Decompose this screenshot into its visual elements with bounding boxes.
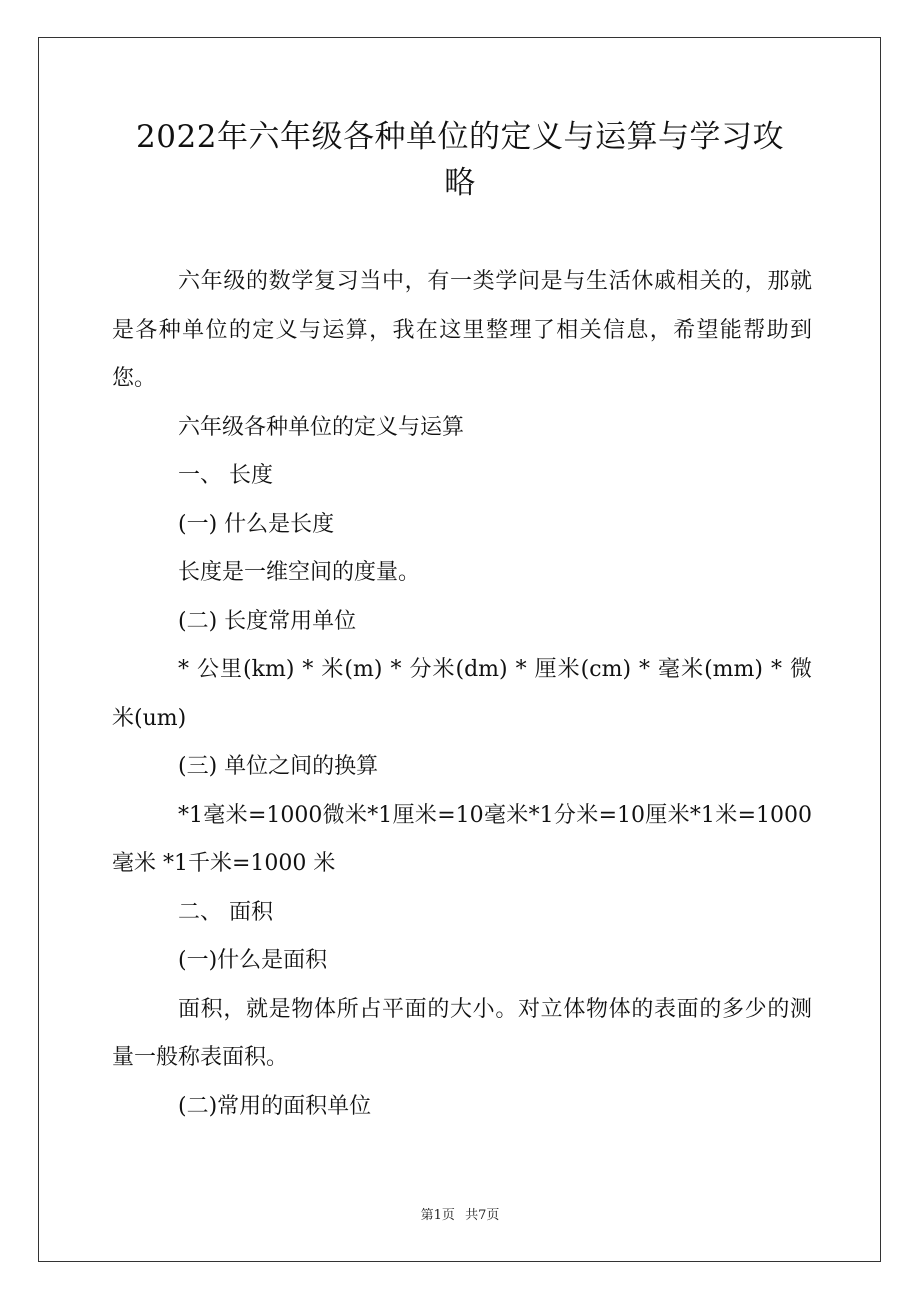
subheading-length-units: (二) 长度常用单位 xyxy=(178,608,357,634)
length-units-list: * 公里(km) * 米(m) * 分米(dm) * 厘米(cm) * 毫米(mm) * 微米(um) xyxy=(112,657,812,731)
intro-paragraph: 六年级的数学复习当中，有一类学问是与生活休戚相关的，那就是各种单位的定义与运算，我在这里整理了相关信息，希望能帮助到您。 xyxy=(112,269,812,391)
page-total: 共7页 xyxy=(465,1208,500,1223)
title-line-2: 略 xyxy=(444,165,476,201)
heading-length: 一、 长度 xyxy=(178,463,273,488)
length-conversion-list: *1毫米=1000微米*1厘米=10毫米*1分米=10厘米*1米=1000 毫米 *1千米=1000 米 xyxy=(112,802,812,876)
page-number: 第1页 xyxy=(420,1208,455,1223)
subheading-what-is-length: (一) 什么是长度 xyxy=(178,511,335,537)
area-definition: 面积，就是物体所占平面的大小。对立体物体的表面的多少的测量一般称表面积。 xyxy=(112,996,812,1070)
document-title xyxy=(100,114,820,206)
section-heading: 六年级各种单位的定义与运算 xyxy=(178,414,465,440)
heading-area: 二、 面积 xyxy=(178,899,273,925)
title-line-1: 2022年六年级各种单位的定义与运算与学习攻 xyxy=(136,119,784,155)
subheading-area-units: (二)常用的面积单位 xyxy=(178,1093,372,1119)
length-definition: 长度是一维空间的度量。 xyxy=(178,560,421,585)
subheading-unit-conversion: (三) 单位之间的换算 xyxy=(178,754,379,779)
subheading-what-is-area: (一)什么是面积 xyxy=(178,948,328,973)
document-body xyxy=(112,258,812,1131)
page-footer xyxy=(0,1207,920,1225)
